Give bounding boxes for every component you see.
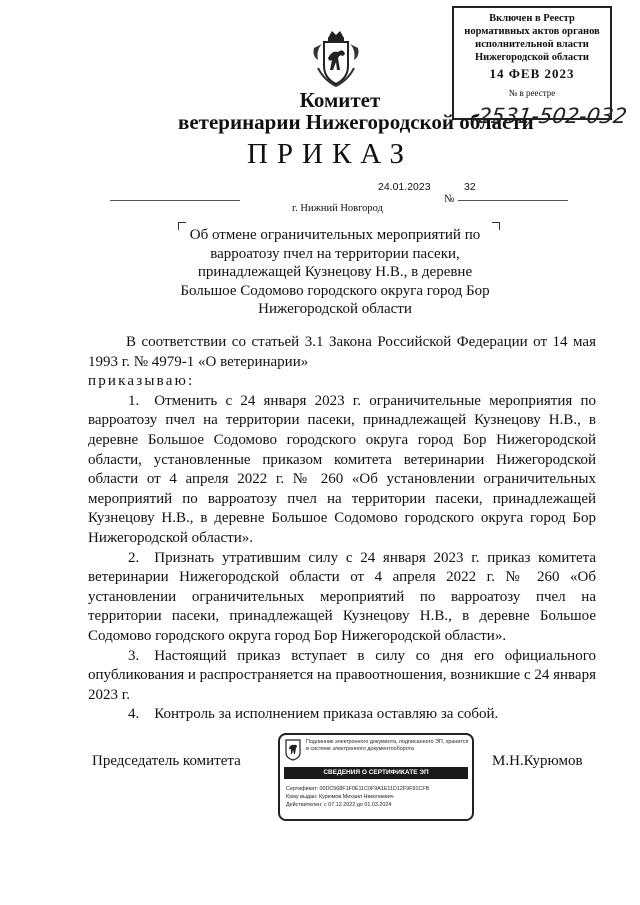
signatory-name: М.Н.Курюмов xyxy=(492,753,583,769)
document-title: ПРИКАЗ xyxy=(246,138,414,170)
order-item-3: 3. Настоящий приказ вступает в силу со дня его официального опубликования и распространяется на правоотношения, возникшие с 24 января 2023 г. xyxy=(88,647,596,703)
stamp-reg-label: № в реестре xyxy=(508,88,556,98)
esig-certificate-header: СВЕДЕНИЯ О СЕРТИФИКАТЕ ЭП xyxy=(284,767,468,779)
esig-info xyxy=(286,785,429,809)
signatory-position: Председатель комитета xyxy=(92,753,241,769)
number-underline xyxy=(458,200,568,201)
stamp-date: 14 ФЕВ 2023 xyxy=(489,66,575,81)
order-word: приказываю: xyxy=(88,373,195,390)
order-item-4: 4. Контроль за исполнением приказа оставляю за собой. xyxy=(128,706,499,723)
org-name-line2: ветеринарии Нижегородской области xyxy=(178,110,534,134)
org-name-line1: Комитет xyxy=(299,88,381,112)
date-underline xyxy=(110,200,240,201)
stamp-line: исполнительной власти xyxy=(475,39,589,50)
order-item-1: 1. Отменить с 24 января 2023 г. ограничительные мероприятия по варроатозу пчел на территории пасеки, принадлежащей Кузнецову Н.В., в деревне Большое Содомово городского округа город Бор Нижегородской области, установленные приказом комитета ветеринарии Нижегородской области от 4 апреля 2022 г. № 260 «Об установлении ограничительных мероприятий по варроатозу пчел на территории пасеки, принадлежащей Кузнецову Н.В., в деревне Большое Содомово городского округа город Бор Нижегородской области». xyxy=(88,392,596,546)
stamp-line: нормативных актов органов xyxy=(464,26,600,37)
subject-line: варроатозу пчел на территории пасеки, xyxy=(210,245,460,262)
region-emblem-icon xyxy=(285,739,301,761)
esig-cert: Сертификат: 00DC568F1F0E11C0F9A1E11D12F9F91CFB xyxy=(286,786,430,792)
stamp-line: Включен в Реестр xyxy=(489,13,575,24)
preamble: В соответствии со статьей 3.1 Закона Российской Федерации от 14 мая 1993 г. № 4979-1 «О ветеринарии» xyxy=(88,334,596,370)
registry-number: 2531-502-032 xyxy=(476,104,629,128)
esig-owner: Кому выдан: Курюмов Михаил Николаевич xyxy=(286,794,394,800)
subject-line: Большое Содомово городского округа город Бор xyxy=(180,282,490,299)
number-label: № xyxy=(444,193,455,205)
document-date: 24.01.2023 xyxy=(378,181,431,193)
document-number: 32 xyxy=(464,181,476,193)
subject-line: Об отмене ограничительных мероприятий по xyxy=(189,227,481,243)
document-subject xyxy=(165,226,505,319)
subject-line: принадлежащей Кузнецову Н.В., в деревне xyxy=(197,264,473,280)
esig-valid: Действителен: с 07.12.2022 до 01.03.2024 xyxy=(286,802,392,808)
esig-note: Подлинник электронного документа, подписанного ЭП, хранится в системе электронного документооборота xyxy=(306,739,469,752)
coat-of-arms-icon xyxy=(310,28,362,88)
stamp-line: Нижегородской области xyxy=(475,52,589,63)
order-item-2: 2. Признать утратившим силу с 24 января 2023 г. приказ комитета ветеринарии Нижегородской области от 4 апреля 2022 г. № 260 «Об установлении ограничительных мероприятий по варроатозу пчел на территории пасеки, принадлежащей Кузнецову Н.В., в деревне Большое Содомово городского округа город Бор Нижегородской области». xyxy=(88,549,596,644)
document-body xyxy=(88,333,596,725)
subject-line: Нижегородской области xyxy=(258,301,412,317)
electronic-signature-block xyxy=(278,733,474,821)
city: г. Нижний Новгород xyxy=(292,203,383,214)
